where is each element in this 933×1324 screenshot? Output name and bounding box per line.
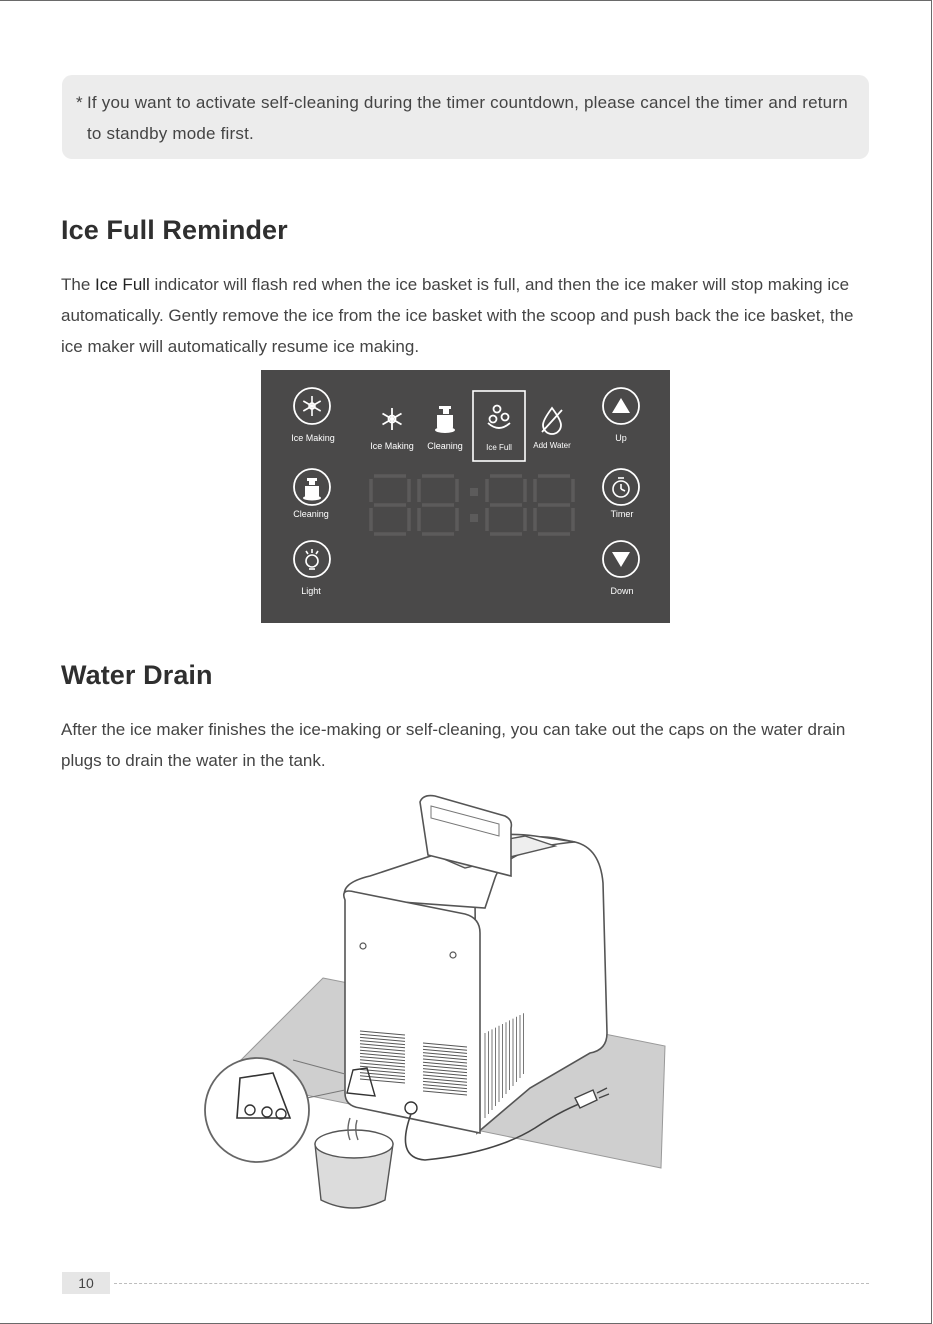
section-title-water-drain: Water Drain — [61, 660, 213, 690]
footer-divider — [114, 1283, 869, 1284]
indicator-label: Ice Making — [370, 441, 414, 451]
ice-maker-drain-illustration — [195, 788, 675, 1216]
note-text: If you want to activate self-cleaning during the timer countdown, please cancel the timer and return to standby mode first. — [87, 93, 848, 143]
note-box — [62, 75, 869, 159]
note-marker: * — [76, 93, 83, 112]
water-drop-icon — [542, 408, 562, 434]
indicator-label: Cleaning — [427, 441, 463, 451]
timer-button-label: Timer — [610, 509, 634, 519]
snowflake-icon — [383, 408, 402, 430]
ice-full-paragraph — [61, 269, 876, 362]
power-socket — [405, 1102, 417, 1114]
seven-segment-display — [371, 476, 573, 534]
para-text: The — [61, 275, 96, 294]
display-colon-dot — [470, 514, 478, 522]
down-button-label: Down — [610, 586, 634, 596]
ice-full-highlight: Ice Full — [95, 275, 150, 294]
stopwatch-icon — [613, 478, 629, 497]
control-panel-illustration — [261, 370, 670, 623]
up-button[interactable] — [603, 388, 639, 443]
light-button-label: Light — [301, 586, 321, 596]
cleaning-button[interactable] — [293, 469, 330, 519]
down-button[interactable] — [603, 541, 639, 596]
ice-cubes-icon — [488, 406, 510, 429]
snowflake-icon — [303, 396, 320, 416]
cleaning-button-label: Cleaning — [293, 509, 329, 519]
spray-bottle-icon — [435, 406, 455, 433]
indicator-label: Add Water — [533, 441, 571, 450]
triangle-up-icon — [612, 398, 630, 413]
para-text: indicator will flash red when the ice basket is full, and then the ice maker will stop making ice automatically. Gently remove the ice from the ice basket with the scoop and push back the ice basket, the ice maker will automatically resume ice making. — [61, 275, 854, 356]
magnifier-circle — [205, 1058, 309, 1162]
light-button[interactable] — [294, 541, 330, 596]
display-colon-dot — [470, 488, 478, 496]
up-button-label: Up — [615, 433, 627, 443]
triangle-down-icon — [612, 552, 630, 567]
ice-making-button-label: Ice Making — [291, 433, 335, 443]
indicator-ice-full — [473, 391, 525, 461]
indicator-cleaning — [427, 406, 463, 451]
water-drain-paragraph: After the ice maker finishes the ice-making or self-cleaning, you can take out the caps on the water drain plugs to drain the water in the tank. — [61, 720, 846, 770]
spray-bottle-icon — [303, 478, 321, 501]
bucket-rim — [315, 1130, 393, 1158]
indicator-add-water — [533, 408, 571, 450]
indicator-ice-making — [370, 408, 414, 451]
timer-button[interactable] — [603, 469, 639, 519]
section-title-ice-full: Ice Full Reminder — [61, 215, 288, 245]
ice-making-button[interactable] — [291, 388, 335, 443]
indicator-label: Ice Full — [486, 443, 512, 452]
light-bulb-icon — [306, 549, 318, 569]
page-number: 10 — [62, 1272, 110, 1294]
machine-back-panel — [344, 891, 480, 1133]
